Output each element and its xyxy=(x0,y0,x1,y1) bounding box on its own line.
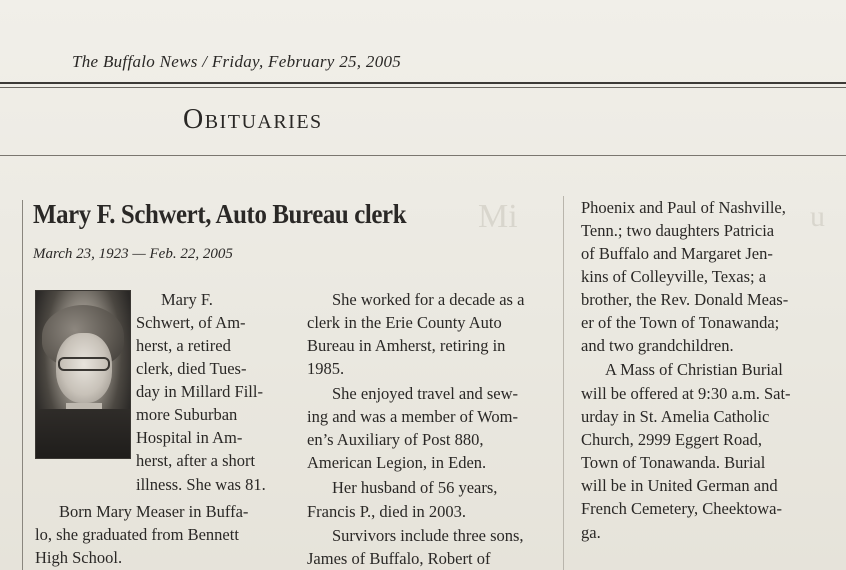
article-text-line: High School. xyxy=(35,548,123,567)
article-text-line: will be offered at 9:30 a.m. Sat- xyxy=(581,384,791,403)
article-text-line: lo, she graduated from Bennett xyxy=(35,525,239,544)
article-text-line: Mary F. xyxy=(161,290,213,309)
article-text-line: French Cemetery, Cheektowa- xyxy=(581,499,782,518)
article-text-line: Town of Tonawanda. Burial xyxy=(581,453,766,472)
article-text-line: She worked for a decade as a xyxy=(332,290,525,309)
masthead-dateline: The Buffalo News / Friday, February 25, 2005 xyxy=(72,52,402,71)
article-text-line: Born Mary Measer in Buffa- xyxy=(59,502,249,521)
article-text-line: clerk in the Erie County Auto xyxy=(307,313,502,332)
article-text-line: Schwert, of Am- xyxy=(136,313,246,332)
article-text-line: Phoenix and Paul of Nashville, xyxy=(581,198,786,217)
article-text-line: of Buffalo and Margaret Jen- xyxy=(581,244,773,263)
bleed-through-text: Mi xyxy=(478,198,518,235)
article-text-line: herst, after a short xyxy=(136,451,256,470)
column-rule-right xyxy=(563,196,564,570)
article-text-line: James of Buffalo, Robert of xyxy=(307,549,491,568)
article-text-line: Survivors include three sons, xyxy=(332,526,524,545)
column-rule-left xyxy=(22,200,23,570)
article-text-line: Bureau in Amherst, retiring in xyxy=(307,336,506,355)
article-text-line: kins of Colleyville, Texas; a xyxy=(581,267,767,286)
article-text-line: ga. xyxy=(581,523,601,542)
article-text-line: illness. She was 81. xyxy=(136,475,266,494)
article-text-line: Tenn.; two daughters Patricia xyxy=(581,221,775,240)
article-text-line: Francis P., died in 2003. xyxy=(307,502,467,521)
article-text-line: en’s Auxiliary of Post 880, xyxy=(307,430,484,449)
article-text-line: Hospital in Am- xyxy=(136,428,243,447)
article-text-line: Church, 2999 Eggert Road, xyxy=(581,430,763,449)
bleed-through-text: u xyxy=(810,200,825,233)
life-dates: March 23, 1923 — Feb. 22, 2005 xyxy=(33,246,233,262)
section-title: Obituaries xyxy=(183,104,323,135)
article-text-line: will be in United German and xyxy=(581,476,778,495)
section-rule xyxy=(0,155,846,156)
article-text-line: more Suburban xyxy=(136,405,238,424)
article-text-line: and two grandchildren. xyxy=(581,336,734,355)
article-text-line: clerk, died Tues- xyxy=(136,359,247,378)
article-text-line: She enjoyed travel and sew- xyxy=(332,384,519,403)
article-text-line: 1985. xyxy=(307,359,345,378)
masthead-rule xyxy=(0,82,846,84)
article-text-line: Her husband of 56 years, xyxy=(332,478,498,497)
article-text-line: ing and was a member of Wom- xyxy=(307,407,518,426)
article-text-line: herst, a retired xyxy=(136,336,231,355)
article-text-line: A Mass of Christian Burial xyxy=(605,360,783,379)
article-text-line: American Legion, in Eden. xyxy=(307,453,487,472)
article-text-line: day in Millard Fill- xyxy=(136,382,263,401)
article-text-line: urday in St. Amelia Catholic xyxy=(581,407,770,426)
masthead-rule-thin xyxy=(0,87,846,88)
obituary-headline: Mary F. Schwert, Auto Bureau clerk xyxy=(33,199,407,229)
article-text-line: er of the Town of Tonawanda; xyxy=(581,313,780,332)
portrait-photo xyxy=(35,290,131,459)
article-text-line: brother, the Rev. Donald Meas- xyxy=(581,290,789,309)
